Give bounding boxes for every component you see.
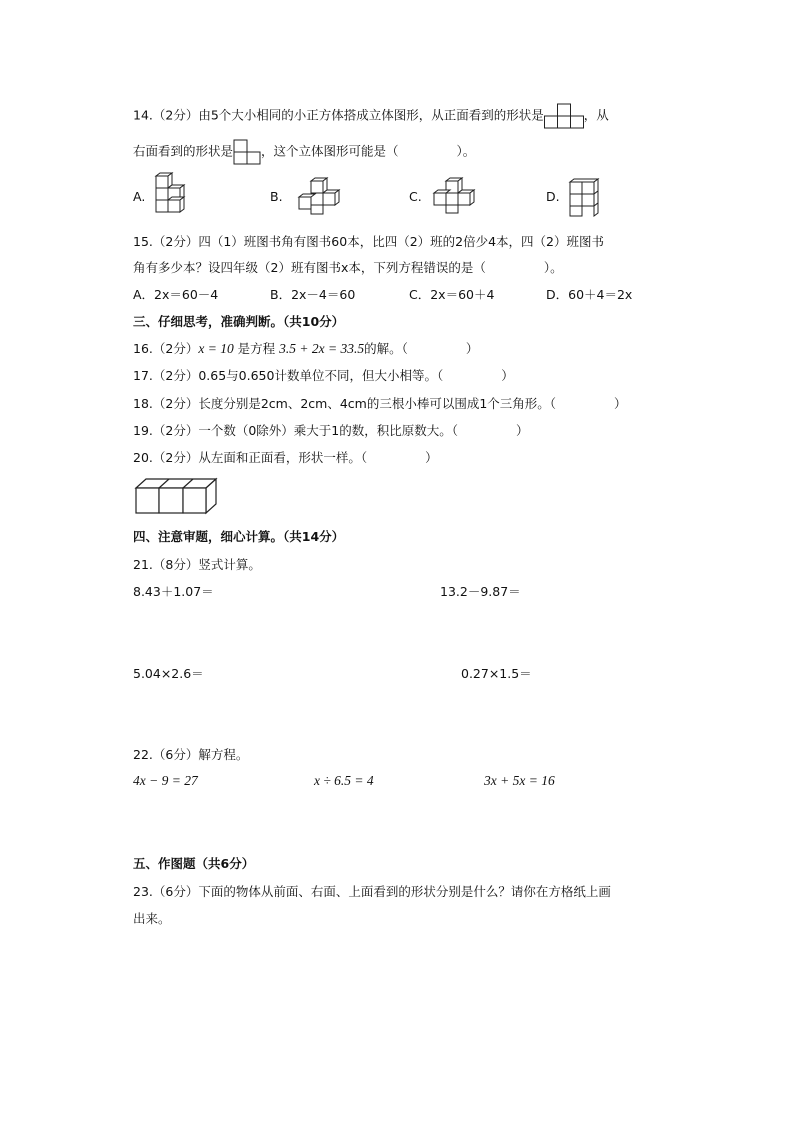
q15-option-c: C．2x＝60＋4 — [409, 287, 495, 302]
q14-text-2: ，从 — [583, 107, 609, 123]
option-a-cubes — [152, 172, 192, 216]
q19 — [133, 422, 529, 440]
q16-equation-x: x = 10 — [198, 341, 234, 356]
q22-equation-3: 3x + 5x = 16 — [484, 773, 555, 788]
section-5-title: 五、作图题（共6分） — [133, 856, 255, 871]
q15-text: 角有多少本？设四年级（2）班有图书x本，下列方程错误的是（ — [133, 260, 486, 275]
q14-option-c-label: C. — [409, 189, 422, 204]
q23-line2: 出来。 — [133, 911, 171, 926]
q20-close: ） — [425, 450, 438, 465]
q16 — [133, 340, 478, 358]
q14-option-d-label: D. — [546, 189, 560, 204]
q20 — [133, 449, 438, 467]
q17-text: 17.（2分）0.65与0.650计数单位不同，但大小相等。（ — [133, 368, 444, 383]
q14-text-5: ）。 — [456, 143, 476, 159]
q15-close: ）。 — [543, 260, 563, 275]
q20-cubes-figure — [133, 476, 221, 516]
q15-option-a: A．2x＝60－4 — [133, 287, 219, 302]
q20-text: 20.（2分）从左面和正面看，形状一样。（ — [133, 450, 368, 465]
front-view-shape — [544, 103, 584, 129]
q16-suffix: 的解。（ — [364, 341, 408, 356]
q22-equation-2: x ÷ 6.5 = 4 — [314, 773, 374, 788]
q23-line1: 23.（6分）下面的物体从前面、右面、上面看到的形状分别是什么？请你在方格纸上画 — [133, 884, 611, 899]
q15-line1: 15.（2分）四（1）班图书角有图书60本，比四（2）班的2倍少4本，四（2）班图书 — [133, 234, 605, 249]
q22-title: 22.（6分）解方程。 — [133, 747, 249, 762]
q14-option-a-label: A. — [133, 189, 146, 204]
q21-item-3: 5.04×2.6＝ — [133, 666, 204, 681]
q21-title: 21.（8分）竖式计算。 — [133, 557, 261, 572]
q15-option-b: B．2x－4＝60 — [270, 287, 356, 302]
right-view-shape — [233, 139, 261, 165]
q15-line2 — [133, 259, 563, 277]
option-d-cubes — [566, 176, 606, 218]
q16-equation: 3.5 + 2x = 33.5 — [279, 341, 365, 356]
q22-equation-1: 4x − 9 = 27 — [133, 773, 198, 788]
q16-mid: 是方程 — [233, 341, 280, 356]
section-3-title: 三、仔细思考，准确判断。（共10分） — [133, 314, 345, 329]
q14-text-4: ，这个立体图形可能是（ — [261, 143, 399, 159]
q16-prefix: 16.（2分） — [133, 341, 199, 356]
q19-text: 19.（2分）一个数（0除外）乘大于1的数，积比原数大。（ — [133, 423, 458, 438]
q15-option-d: D．60＋4＝2x — [546, 287, 633, 302]
q19-close: ） — [516, 423, 529, 438]
section-4-title: 四、注意审题，细心计算。（共14分） — [133, 529, 345, 544]
q16-close: ） — [465, 341, 479, 356]
q17-close: ） — [501, 368, 514, 383]
q18-close: ） — [614, 396, 627, 411]
q14-text-1: 14.（2分）由5个大小相同的小正方体搭成立体图形，从正面看到的形状是 — [133, 107, 544, 123]
option-b-cubes — [295, 176, 351, 216]
q21-item-1: 8.43＋1.07＝ — [133, 584, 214, 599]
q18 — [133, 395, 627, 413]
q14-line1 — [133, 103, 609, 129]
q17 — [133, 367, 514, 385]
q21-item-2: 13.2－9.87＝ — [440, 584, 521, 599]
option-c-cubes — [432, 176, 482, 216]
q14-text-3: 右面看到的形状是 — [133, 143, 234, 159]
q14-line2 — [133, 139, 475, 165]
q18-text: 18.（2分）长度分别是2cm、2cm、4cm的三根小棒可以围成1个三角形。（ — [133, 396, 557, 411]
q14-option-b-label: B. — [270, 189, 283, 204]
q21-item-4: 0.27×1.5＝ — [461, 666, 532, 681]
